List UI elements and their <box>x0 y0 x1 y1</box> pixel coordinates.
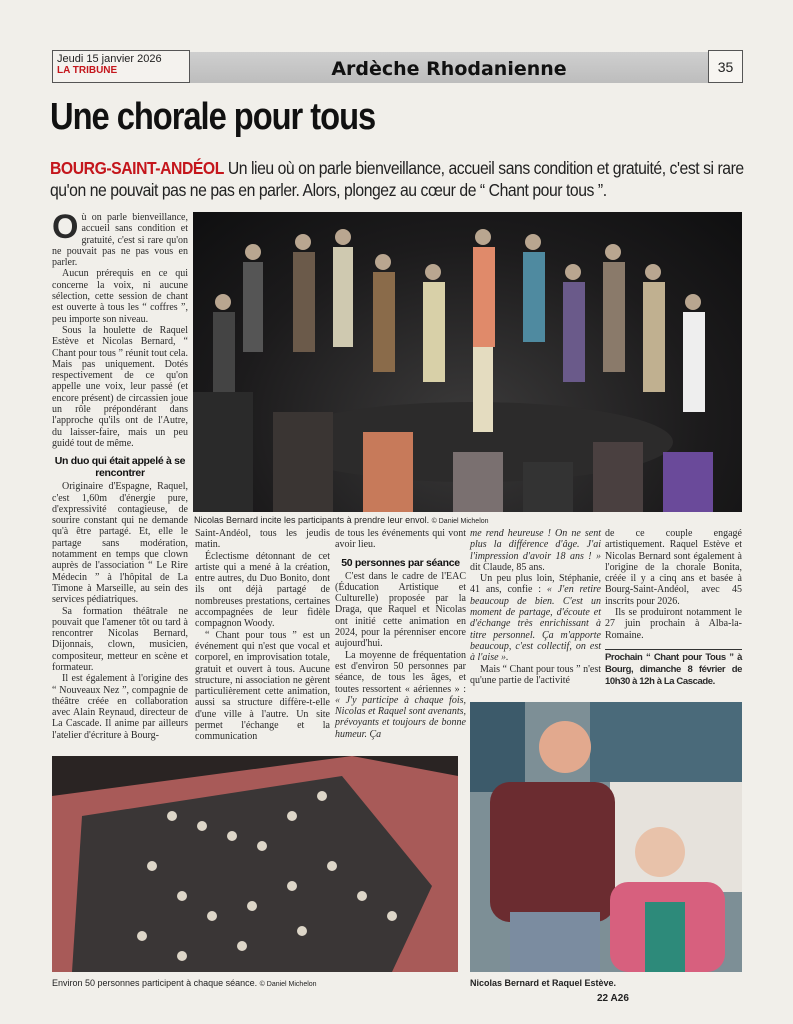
quote: « J'y participe à chaque fois, Nicolas et Raquel sont avenants, prévoyants et toujours de bonne humeur. Ça <box>335 694 466 740</box>
paragraph: “ Chant pour tous ” est un événement qui n'est que vocal et corporel, en improvisation totale, gratuit et ouvert à tous. Aucune structure, ni association ne gèrent particulièrement cette animation, aussi sa structure diffère-t-elle d'une ville à l'autre. Un site permet l'échange et la communication <box>195 629 330 743</box>
article-column-2 <box>195 528 330 743</box>
event-info-box: Prochain “ Chant pour Tous ” à Bourg, dimanche 8 février de 10h30 à 12h à La Cascade. <box>605 649 742 688</box>
paragraph: de tous les événements qui vont avoir lieu. <box>335 528 466 551</box>
paragraph: Un peu plus loin, Stéphanie, 41 ans, confie : « J'en retire beaucoup de bien. C'est un moment de partage, d'écoute et d'échange très enrichissant à titre personnel. Ça m'apporte beaucoup, c'est collectif, on est à l'aise ». <box>470 573 602 664</box>
paragraph: Sa formation théâtrale ne pouvait que l'amener tôt ou tard à rencontrer Nicolas Bernard, Dijonnais, clown, musicien, compositeur, metteur en scène et formateur. <box>52 605 188 673</box>
photo-credit: © Daniel Michelon <box>431 518 489 525</box>
article-lead <box>50 157 750 201</box>
paragraph: Mais “ Chant pour tous ” n'est qu'une partie de l'activité <box>470 663 601 686</box>
paragraph: Ils se produiront notamment le 27 juin prochain à Alba-la-Romaine. <box>605 607 742 641</box>
article-column-1 <box>52 208 188 741</box>
article-column-3 <box>335 528 466 740</box>
stage-floor-illustration <box>52 756 458 972</box>
main-photo-caption: Nicolas Bernard incite les participants à prendre leur envol. © Daniel Michelon <box>194 515 489 525</box>
article-column-5 <box>605 528 742 688</box>
paragraph: Originaire d'Espagne, Raquel, c'est 1,60m d'énergie pure, d'expressivité contagieuse, de sourire constant qui ne demande qu'à être partagé. Et, elle le partage sans modération, notamment en temps que clown auprès de l'association “ Le Rire Médecin ” à l'hôpital de La Timone à Marseille, au sein des services pédiatriques. <box>52 481 188 606</box>
main-photo-choir-circle <box>193 212 742 512</box>
subheading: Un duo qui était appelé à se rencontrer <box>54 455 186 480</box>
photo-credit: © Daniel Michelon <box>259 981 317 988</box>
paragraph: Éclectisme détonnant de cet artiste qui a mené à la création, entre autres, du Duo Bonito, dont ils ont déjà partagé de nombreuses prestations, certaines accompagnées de leur fidèle compagnon Woody. <box>195 550 330 630</box>
paragraph: La moyenne de fréquentation est d'environ 50 personnes par séance, de tous les âges, et toutes ressortent « aériennes » : « J'y participe à chaque fois, Nicolas et Raquel sont avenants, prévoyants et toujours de bonne humeur. Ça <box>335 649 466 740</box>
portrait-illustration <box>470 702 742 972</box>
paragraph: Où on parle bienveillance, accueil sans condition et gratuité, c'est si rare qu'on ne pouvait pas ne pas vous en parler. <box>52 208 188 269</box>
paragraph: Il est également à l'origine des “ Nouveaux Nez ”, compagnie de théâtre créée en collaboration avec Alain Reynaud, directeur de La Cascade. Il anime par ailleurs l'atelier d'écriture à Bourg- <box>52 673 188 741</box>
bottom-left-photo-caption: Environ 50 personnes participent à chaque séance. © Daniel Michelon <box>52 978 317 988</box>
quote: me rend heureuse ! On ne sent plus la différence d'âge. J'ai l'impression d'avoir 18 ans ! » <box>470 528 601 562</box>
paragraph: me rend heureuse ! On ne sent plus la différence d'âge. J'ai l'impression d'avoir 18 ans ! » dit Claude, 85 ans. <box>470 528 601 573</box>
article-title: Une chorale pour tous <box>50 96 376 138</box>
lead-location: BOURG-SAINT-ANDÉOL <box>50 158 224 178</box>
paragraph: Aucun prérequis en ce qui concerne la voix, ni aucune sélection, cette session de chant est ouverte à tous les “ coffres ”, peu importe son niveau. <box>52 268 188 325</box>
photo-duo-portrait <box>470 702 742 972</box>
header-date-box <box>52 50 190 83</box>
drop-cap: O <box>52 208 79 246</box>
issue-date: Jeudi 15 janvier 2026 <box>57 53 162 65</box>
footer-code: 22 A26 <box>597 993 629 1004</box>
lead-text: Un lieu où on parle bienveillance, accueil sans condition et gratuité, c'est si rare qu'on ne pouvait pas ne pas en parler. Alors, plongez au cœur de “ Chant pour tous ”. <box>50 158 744 200</box>
newspaper-brand: LA TRIBUNE <box>57 65 118 76</box>
paragraph: de ce couple engagé artistiquement. Raquel Estève et Nicolas Bernard sont également à l'origine de la chorale Bonita, créée il y a cinq ans et basée à Bourg-Saint-Andéol, avec 45 inscrits pour 2026. <box>605 528 742 607</box>
page-number: 35 <box>708 50 743 83</box>
article-column-4 <box>470 528 601 686</box>
paragraph: Sous la houlette de Raquel Estève et Nicolas Bernard, “ Chant pour tous ” réunit tout cela. Mais pas uniquement. Dotés respectivement de ce qu'on appelle une voix, leur passé (et encore présent) de circassien joue un rôle prépondérant dans l'approche qu'ils ont de l'Autre, du laisser-faire, mais un peu guidé tout de même. <box>52 324 188 449</box>
paragraph: C'est dans le cadre de l'EAC (Éducation Artistique et Culturelle) proposée par la Draga, que Raquel et Nicolas ont initié cette animation en 2024, pour la pérenniser encore aujourd'hui. <box>335 570 466 650</box>
quote: « J'en retire beaucoup de bien. C'est un moment de partage, d'écoute et d'échange très enrichissant à titre personnel. Ça m'apporte beaucoup, c'est collectif, on est à l'aise ». <box>470 584 602 664</box>
paragraph: Saint-Andéol, tous les jeudis matin. <box>195 528 330 551</box>
bottom-right-photo-caption: Nicolas Bernard et Raquel Estève. <box>470 978 617 988</box>
section-title: Ardèche Rhodanienne <box>190 52 708 83</box>
subheading: 50 personnes par séance <box>341 556 460 569</box>
choir-figures-illustration <box>193 212 742 512</box>
photo-group-from-above <box>52 756 458 972</box>
